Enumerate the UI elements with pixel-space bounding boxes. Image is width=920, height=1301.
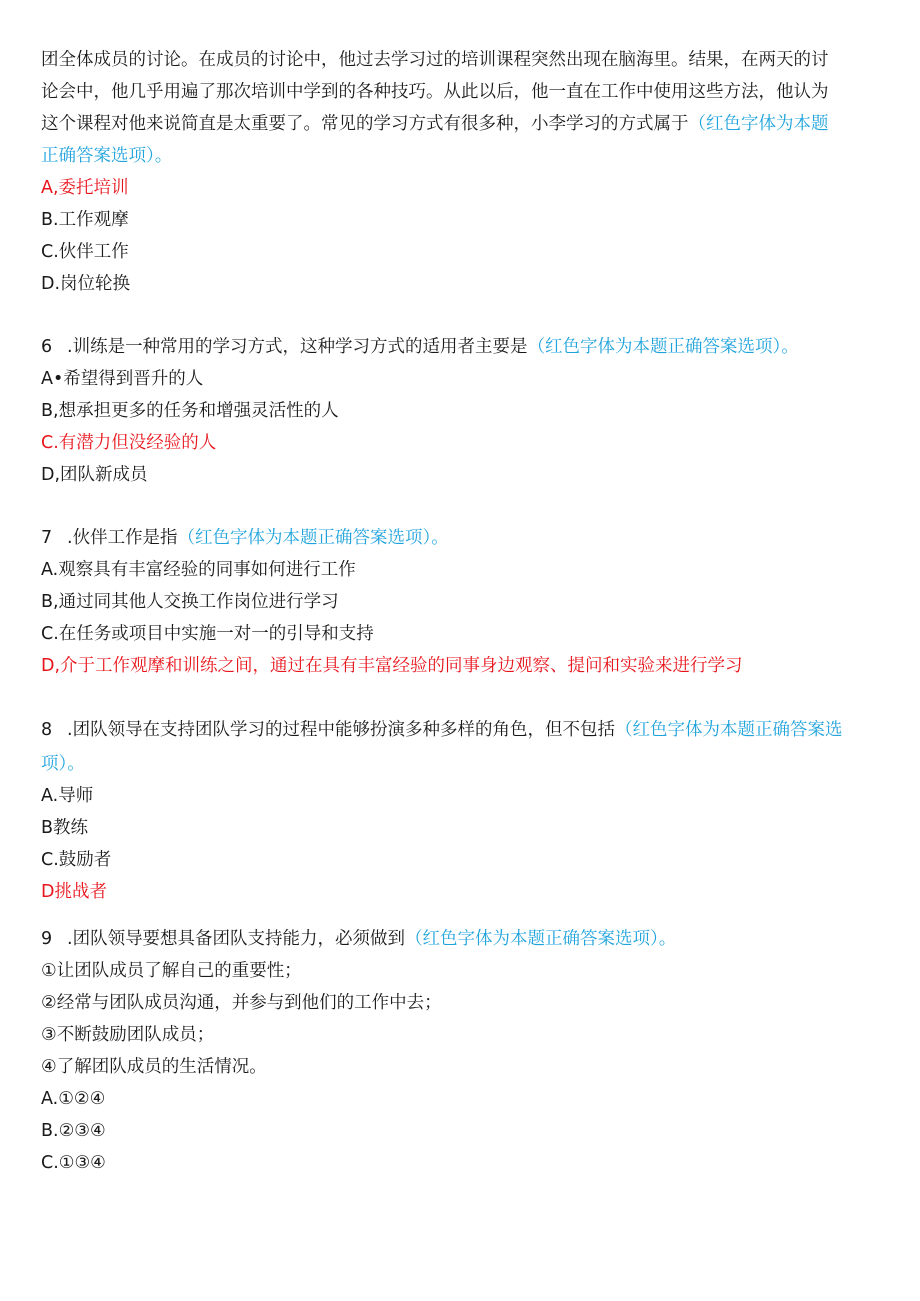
q6-option-c: C.有潜力但没经验的人: [41, 433, 217, 453]
q9-stem: [41, 923, 886, 955]
q9-item-2: ②经常与团队成员沟通，并参与到他们的工作中去；: [41, 993, 442, 1013]
q5-answer-hint-cont: 正确答案选项）。: [41, 146, 173, 166]
q7-option-d: D,介于工作观摩和训练之间，通过在具有丰富经验的同事身边观察、提问和实验来进行学习: [41, 656, 743, 676]
q6-option-d: D,团队新成员: [41, 465, 148, 485]
q5-stem-line: 团全体成员的讨论。在成员的讨论中，他过去学习过的培训课程突然出现在脑海里。结果，在两天的讨: [41, 50, 829, 70]
q5-option-b: B.工作观摩: [41, 210, 129, 230]
q8-option-b: B教练: [41, 818, 89, 838]
q6-number: 6: [41, 337, 53, 357]
q6-stem-text: .训练是一种常用的学习方式，这种学习方式的适用者主要是: [67, 337, 528, 357]
q8-stem: [41, 714, 886, 746]
q5-stem-line: 论会中，他几乎用遍了那次培训中学到的各种技巧。从此以后，他一直在工作中使用这些方法，他认为: [41, 82, 829, 102]
q7-answer-hint: （红色字体为本题正确答案选项）。: [177, 528, 449, 548]
q5-option-d: D.岗位轮换: [41, 274, 131, 294]
q5-stem-line: [41, 108, 886, 140]
q6-answer-hint: （红色字体为本题正确答案选项）。: [527, 337, 799, 357]
q8-option-c: C.鼓励者: [41, 850, 112, 870]
q9-option-a: A.①②④: [41, 1089, 106, 1109]
q8-option-a: A.导师: [41, 786, 94, 806]
q7-option-b: B,通过同其他人交换工作岗位进行学习: [41, 592, 339, 612]
q8-answer-hint-cont: 项）。: [41, 754, 85, 774]
q5-option-c: C.伙伴工作: [41, 242, 129, 262]
q8-number: 8: [41, 720, 53, 740]
q6-option-b: B,想承担更多的任务和增强灵活性的人: [41, 401, 339, 421]
q8-stem-text: .团队领导在支持团队学习的过程中能够扮演多种多样的角色，但不包括: [67, 720, 616, 740]
q7-option-c: C.在任务或项目中实施一对一的引导和支持: [41, 624, 374, 644]
q7-number: 7: [41, 528, 53, 548]
q9-item-1: ①让团队成员了解自己的重要性；: [41, 961, 302, 981]
q6-option-a: A•希望得到晋升的人: [41, 369, 204, 389]
q9-option-c: C.①③④: [41, 1153, 106, 1173]
q8-option-d: D挑战者: [41, 882, 107, 902]
q7-option-a: A.观察具有丰富经验的同事如何进行工作: [41, 560, 356, 580]
q9-number: 9: [41, 929, 53, 949]
q7-stem: [41, 522, 886, 554]
q5-answer-hint: （红色字体为本题: [688, 114, 829, 134]
q8-answer-hint: （红色字体为本题正确答案选: [615, 720, 843, 740]
q7-stem-text: .伙伴工作是指: [67, 528, 178, 548]
q9-answer-hint: （红色字体为本题正确答案选项）。: [405, 929, 677, 949]
q9-option-b: B.②③④: [41, 1121, 106, 1141]
q9-item-3: ③不断鼓励团队成员；: [41, 1025, 215, 1045]
q9-stem-text: .团队领导要想具备团队支持能力，必须做到: [67, 929, 406, 949]
q6-stem: [41, 331, 886, 363]
q9-item-4: ④了解团队成员的生活情况。: [41, 1057, 267, 1077]
q5-stem-text: 这个课程对他来说简直是太重要了。常见的学习方式有很多种，小李学习的方式属于: [41, 114, 689, 134]
q5-option-a: A,委托培训: [41, 178, 129, 198]
